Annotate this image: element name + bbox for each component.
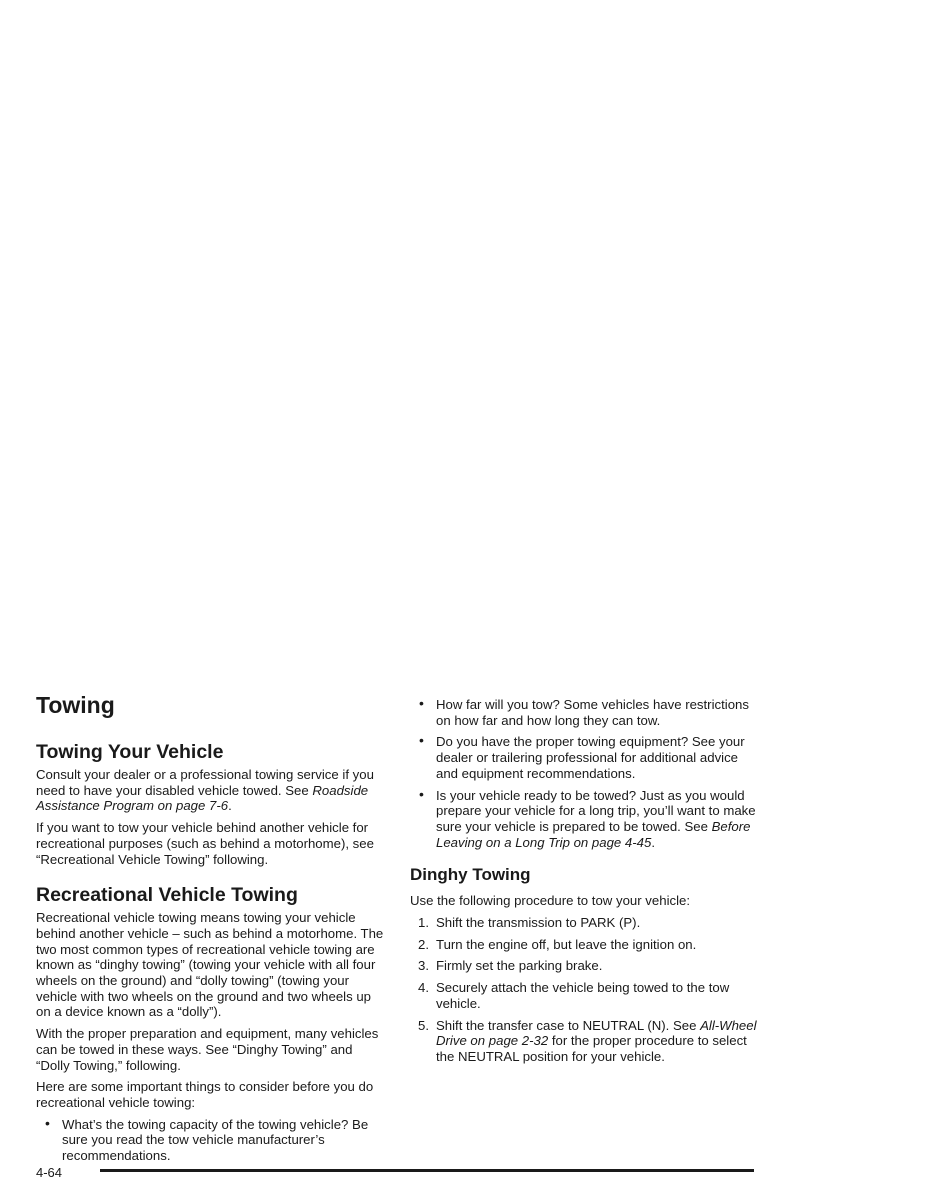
paragraph: If you want to tow your vehicle behind another vehicle for recreational purposes (such as behind a motorhome), see “Recreational Vehicle Towing” following. (36, 820, 374, 867)
list-item-text: for the proper procedure to select the NEUTRAL position for your vehicle. (436, 1033, 747, 1064)
list-item (410, 697, 760, 728)
list-item (410, 915, 760, 931)
bullet-icon: • (419, 785, 424, 802)
numbered-list (410, 915, 760, 1065)
paragraph (36, 767, 386, 814)
bullet-icon: • (45, 1114, 50, 1131)
list-item-text: What’s the towing capacity of the towing vehicle? Be sure you read the tow vehicle manufacturer’s recommendations. (62, 1116, 369, 1164)
step-number: 3. (418, 958, 429, 974)
list-item-text: . (651, 834, 655, 850)
left-column (36, 690, 386, 1170)
list-item (410, 937, 760, 953)
list-item (410, 734, 760, 781)
bullet-icon: • (419, 695, 424, 711)
list-item-text: Shift the transmission to PARK (P). (436, 915, 641, 931)
bullet-icon: • (419, 732, 424, 749)
list-item-text: How far will you tow? Some vehicles have restrictions on how far and how long they can tow. (436, 697, 749, 728)
right-column (410, 697, 760, 1071)
list-item-text: Shift the transfer case to NEUTRAL (N). See (436, 1017, 701, 1033)
step-number: 4. (418, 980, 429, 996)
paragraph-text: Consult your dealer or a professional towing service if you need to have your disabled vehicle towed. See (36, 767, 374, 798)
list-item-text: Is your vehicle ready to be towed? Just as you would prepare your vehicle for a long trip, you’ll want to make sure your vehicle is prepared to be towed. See (436, 787, 756, 834)
list-item-text: Turn the engine off, but leave the ignition on. (436, 936, 697, 952)
list-item (410, 785, 760, 851)
paragraph: With the proper preparation and equipment, many vehicles can be towed in these ways. See “Dinghy Towing” and “Dolly Towing,” following. (36, 1026, 379, 1073)
list-item (36, 1114, 386, 1164)
cross-reference: Roadside Assistance Program on page 7-6 (36, 782, 369, 814)
paragraph-text: . (228, 798, 232, 814)
list-item (410, 958, 760, 974)
page-title: Towing (36, 692, 115, 718)
bullet-list (36, 1114, 386, 1164)
step-number: 2. (418, 936, 429, 952)
step-number: 5. (418, 1017, 429, 1033)
list-item-text: Firmly set the parking brake. (436, 958, 603, 974)
list-item (410, 980, 760, 1011)
step-number: 1. (418, 915, 429, 931)
list-item-text: Securely attach the vehicle being towed to the tow vehicle. (436, 980, 730, 1011)
section-heading-recreational-vehicle-towing: Recreational Vehicle Towing (36, 884, 298, 907)
section-heading-towing-your-vehicle: Towing Your Vehicle (36, 741, 224, 763)
list-item (410, 1018, 760, 1065)
paragraph: Here are some important things to consider before you do recreational vehicle towing: (36, 1079, 374, 1110)
footer-divider (100, 1169, 754, 1172)
list-item-text: Do you have the proper towing equipment? See your dealer or trailering professional for additional advice and equipment recommendations. (436, 734, 745, 781)
cross-reference: Before Leaving on a Long Trip on page 4-45 (436, 818, 751, 850)
paragraph: Use the following procedure to tow your vehicle: (410, 893, 691, 909)
paragraph: Recreational vehicle towing means towing your vehicle behind another vehicle – such as behind a motorhome. The two most common types of recreational vehicle towing are known as “dinghy towing” (towing your vehicle with all four wheels on the ground) and “dolly towing” (towing your vehicle with two wheels on the ground and two wheels up on a device known as a “dolly”). (36, 910, 384, 1020)
section-heading-dinghy-towing: Dinghy Towing (410, 865, 531, 885)
page-number: 4-64 (36, 1165, 63, 1180)
cross-reference: All-Wheel Drive on page 2-32 (436, 1017, 757, 1049)
bullet-list (410, 697, 760, 850)
